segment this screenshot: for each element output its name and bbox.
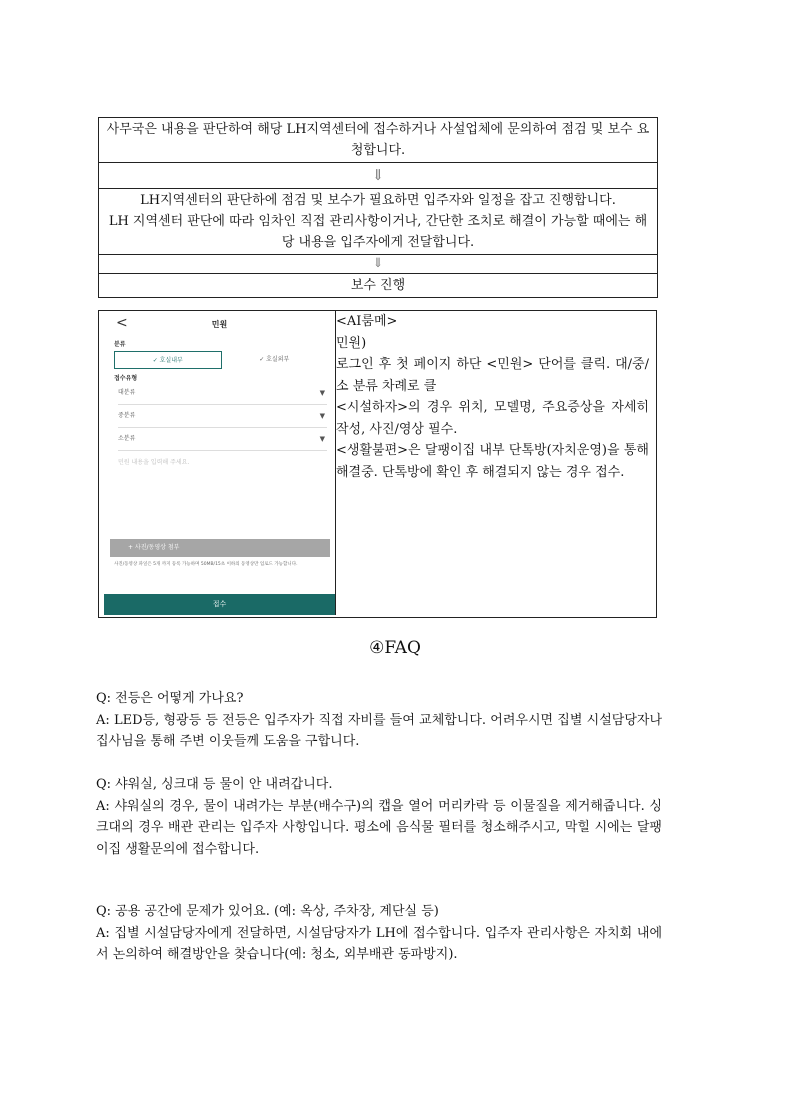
faq-question: Q: 샤워실, 싱크대 등 물이 안 내려갑니다.: [96, 777, 333, 792]
desc-line: <생활불편>은 달팽이집 내부 단톡방(자치운영)을 통해 해결중. 단톡방에 확인 후 해결되지 않는 경우 접수.: [336, 443, 649, 480]
attach-note: 사진/동영상 파일은 5개 까지 등록 가능하며 50MB/15초 이하의 동영상만 업로드 가능합니다.: [114, 562, 298, 567]
desc-line: <AI룸메>: [336, 314, 398, 329]
chevron-down-icon: ▼: [319, 389, 325, 397]
category-segment: [114, 351, 327, 369]
flow-step-3: 보수 진행: [99, 274, 657, 298]
guide-description: [336, 311, 649, 483]
flow-step-1: 사무국은 내용을 판단하여 해당 LH지역센터에 접수하거나 사설업체에 문의하여 점검 및 보수 요청합니다.: [99, 118, 657, 163]
flow-step-2a: LH지역센터의 판단하에 점검 및 보수가 필요하면 입주자와 일정을 잡고 진행합니다.: [140, 193, 616, 208]
middle-category-select[interactable]: [118, 405, 327, 428]
complaint-content-input[interactable]: 민원 내용을 입력해 주세요.: [118, 459, 190, 466]
tab-room-outside[interactable]: ✓ 호실외부: [259, 356, 290, 363]
app-header: [104, 311, 335, 337]
type-label: 접수유형: [114, 375, 138, 382]
major-category-text: 대분류: [118, 389, 136, 396]
flow-step-2: [99, 189, 657, 255]
faq-question: Q: 공용 공간에 문제가 있어요. (예: 옥상, 주차장, 계단실 등): [96, 904, 439, 919]
minor-category-text: 소분류: [118, 435, 136, 442]
back-icon[interactable]: <: [116, 315, 128, 331]
major-category-select[interactable]: [118, 382, 327, 405]
chevron-down-icon: ▼: [319, 435, 325, 443]
desc-line: 로그인 후 첫 페이지 하단 <민원> 단어를 클릭. 대/중/소 분류 차례로 클: [336, 357, 649, 394]
faq-answer: A: 집별 시설담당자에게 전달하면, 시설담당자가 LH에 접수합니다. 입주자 관리사항은 자치회 내에서 논의하여 해결방안을 찾습니다(예: 청소, 외부배관 동파방지).: [96, 925, 662, 962]
faq-item: [96, 688, 662, 753]
faq-item: [96, 901, 662, 966]
chevron-down-icon: ▼: [319, 412, 325, 420]
submit-button[interactable]: 접수: [104, 594, 335, 615]
middle-category-text: 중분류: [118, 412, 136, 419]
minor-category-select[interactable]: [118, 428, 327, 451]
tab-room-inside[interactable]: ✓ 호실내부: [114, 351, 222, 369]
category-label: 분류: [114, 341, 126, 348]
desc-line: 민원): [336, 335, 367, 351]
app-screenshot: [104, 311, 336, 615]
complaint-guide-box: [98, 310, 657, 618]
down-arrow-icon: ⇓: [99, 255, 657, 274]
faq-question: Q: 전등은 어떻게 가나요?: [96, 691, 244, 706]
attach-media-button[interactable]: + 사진/동영상 첨부: [110, 539, 330, 557]
faq-answer: A: 샤워실의 경우, 물이 내려가는 부분(배수구)의 캡을 열어 머리카락 등 이물질을 제거해줍니다. 싱크대의 경우 배관 관리는 입주자 사항입니다. 평소에 음식물 필터를 청소해주시고, 막힐 시에는 달팽이집 생활문의에 접수합니다.: [96, 798, 662, 857]
flow-step-2b: LH 지역센터 판단에 따라 임차인 직접 관리사항이거나, 간단한 조치로 해결이 가능할 때에는 해당 내용을 입주자에게 전달합니다.: [108, 214, 648, 250]
faq-item: [96, 774, 662, 860]
desc-line: <시설하자>의 경우 위치, 모델명, 주요증상을 자세히 작성, 사진/영상 필수.: [336, 400, 649, 437]
faq-answer: A: LED등, 형광등 등 전등은 입주자가 직접 자비를 들여 교체합니다. 어려우시면 집별 시설담당자나 집사님을 통해 주변 이웃들께 도움을 구합니다.: [96, 712, 662, 749]
process-flow-table: [98, 117, 658, 298]
down-arrow-icon: ⇓: [99, 163, 657, 189]
app-title: 민원: [211, 320, 228, 329]
faq-heading: ④FAQ: [369, 638, 421, 658]
